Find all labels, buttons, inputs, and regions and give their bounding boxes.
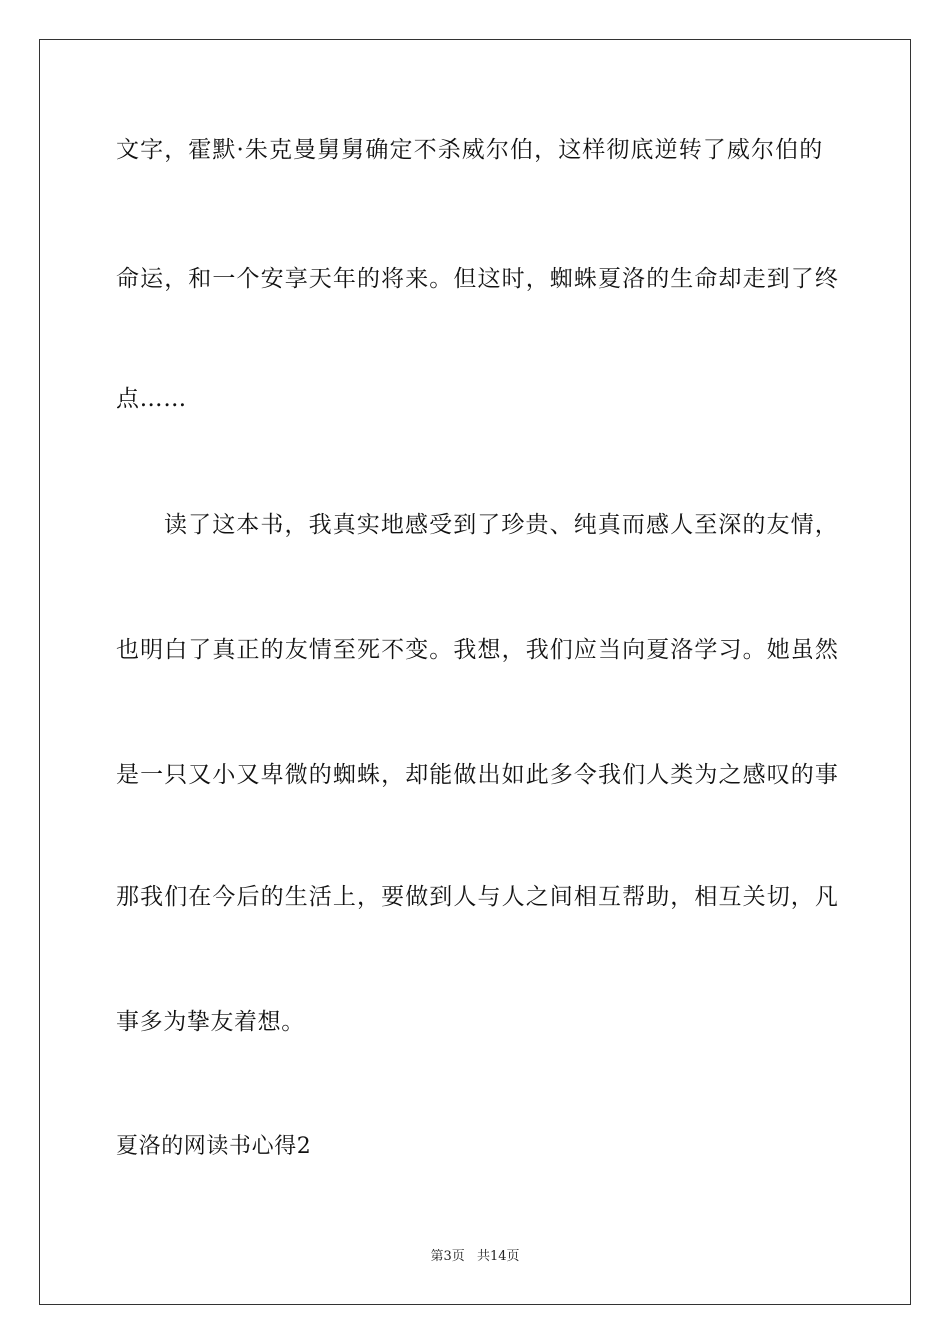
- page-footer: [0, 1248, 950, 1266]
- page-total: 共14页: [476, 1249, 520, 1264]
- body-text-line: 事多为挚友着想。: [116, 1009, 305, 1035]
- paragraph-first-line: 读了这本书，我真实地感受到了珍贵、纯真而感人至深的友情，: [164, 512, 839, 538]
- body-text-line: 点……: [116, 386, 187, 412]
- section-heading: 夏洛的网读书心得2: [116, 1134, 312, 1159]
- body-text-line: 文字，霍默·朱克曼舅舅确定不杀威尔伯，这样彻底逆转了威尔伯的: [116, 137, 824, 163]
- page-number: 第3页: [430, 1249, 465, 1264]
- body-text-line: 是一只又小又卑微的蜘蛛，却能做出如此多令我们人类为之感叹的事: [116, 762, 839, 788]
- body-text-line: 那我们在今后的生活上，要做到人与人之间相互帮助，相互关切，凡: [116, 884, 839, 910]
- body-text-line: 也明白了真正的友情至死不变。我想，我们应当向夏洛学习。她虽然: [116, 637, 839, 663]
- page-border: [39, 39, 911, 1305]
- body-text-line: 命运，和一个安享天年的将来。但这时，蜘蛛夏洛的生命却走到了终: [116, 266, 839, 292]
